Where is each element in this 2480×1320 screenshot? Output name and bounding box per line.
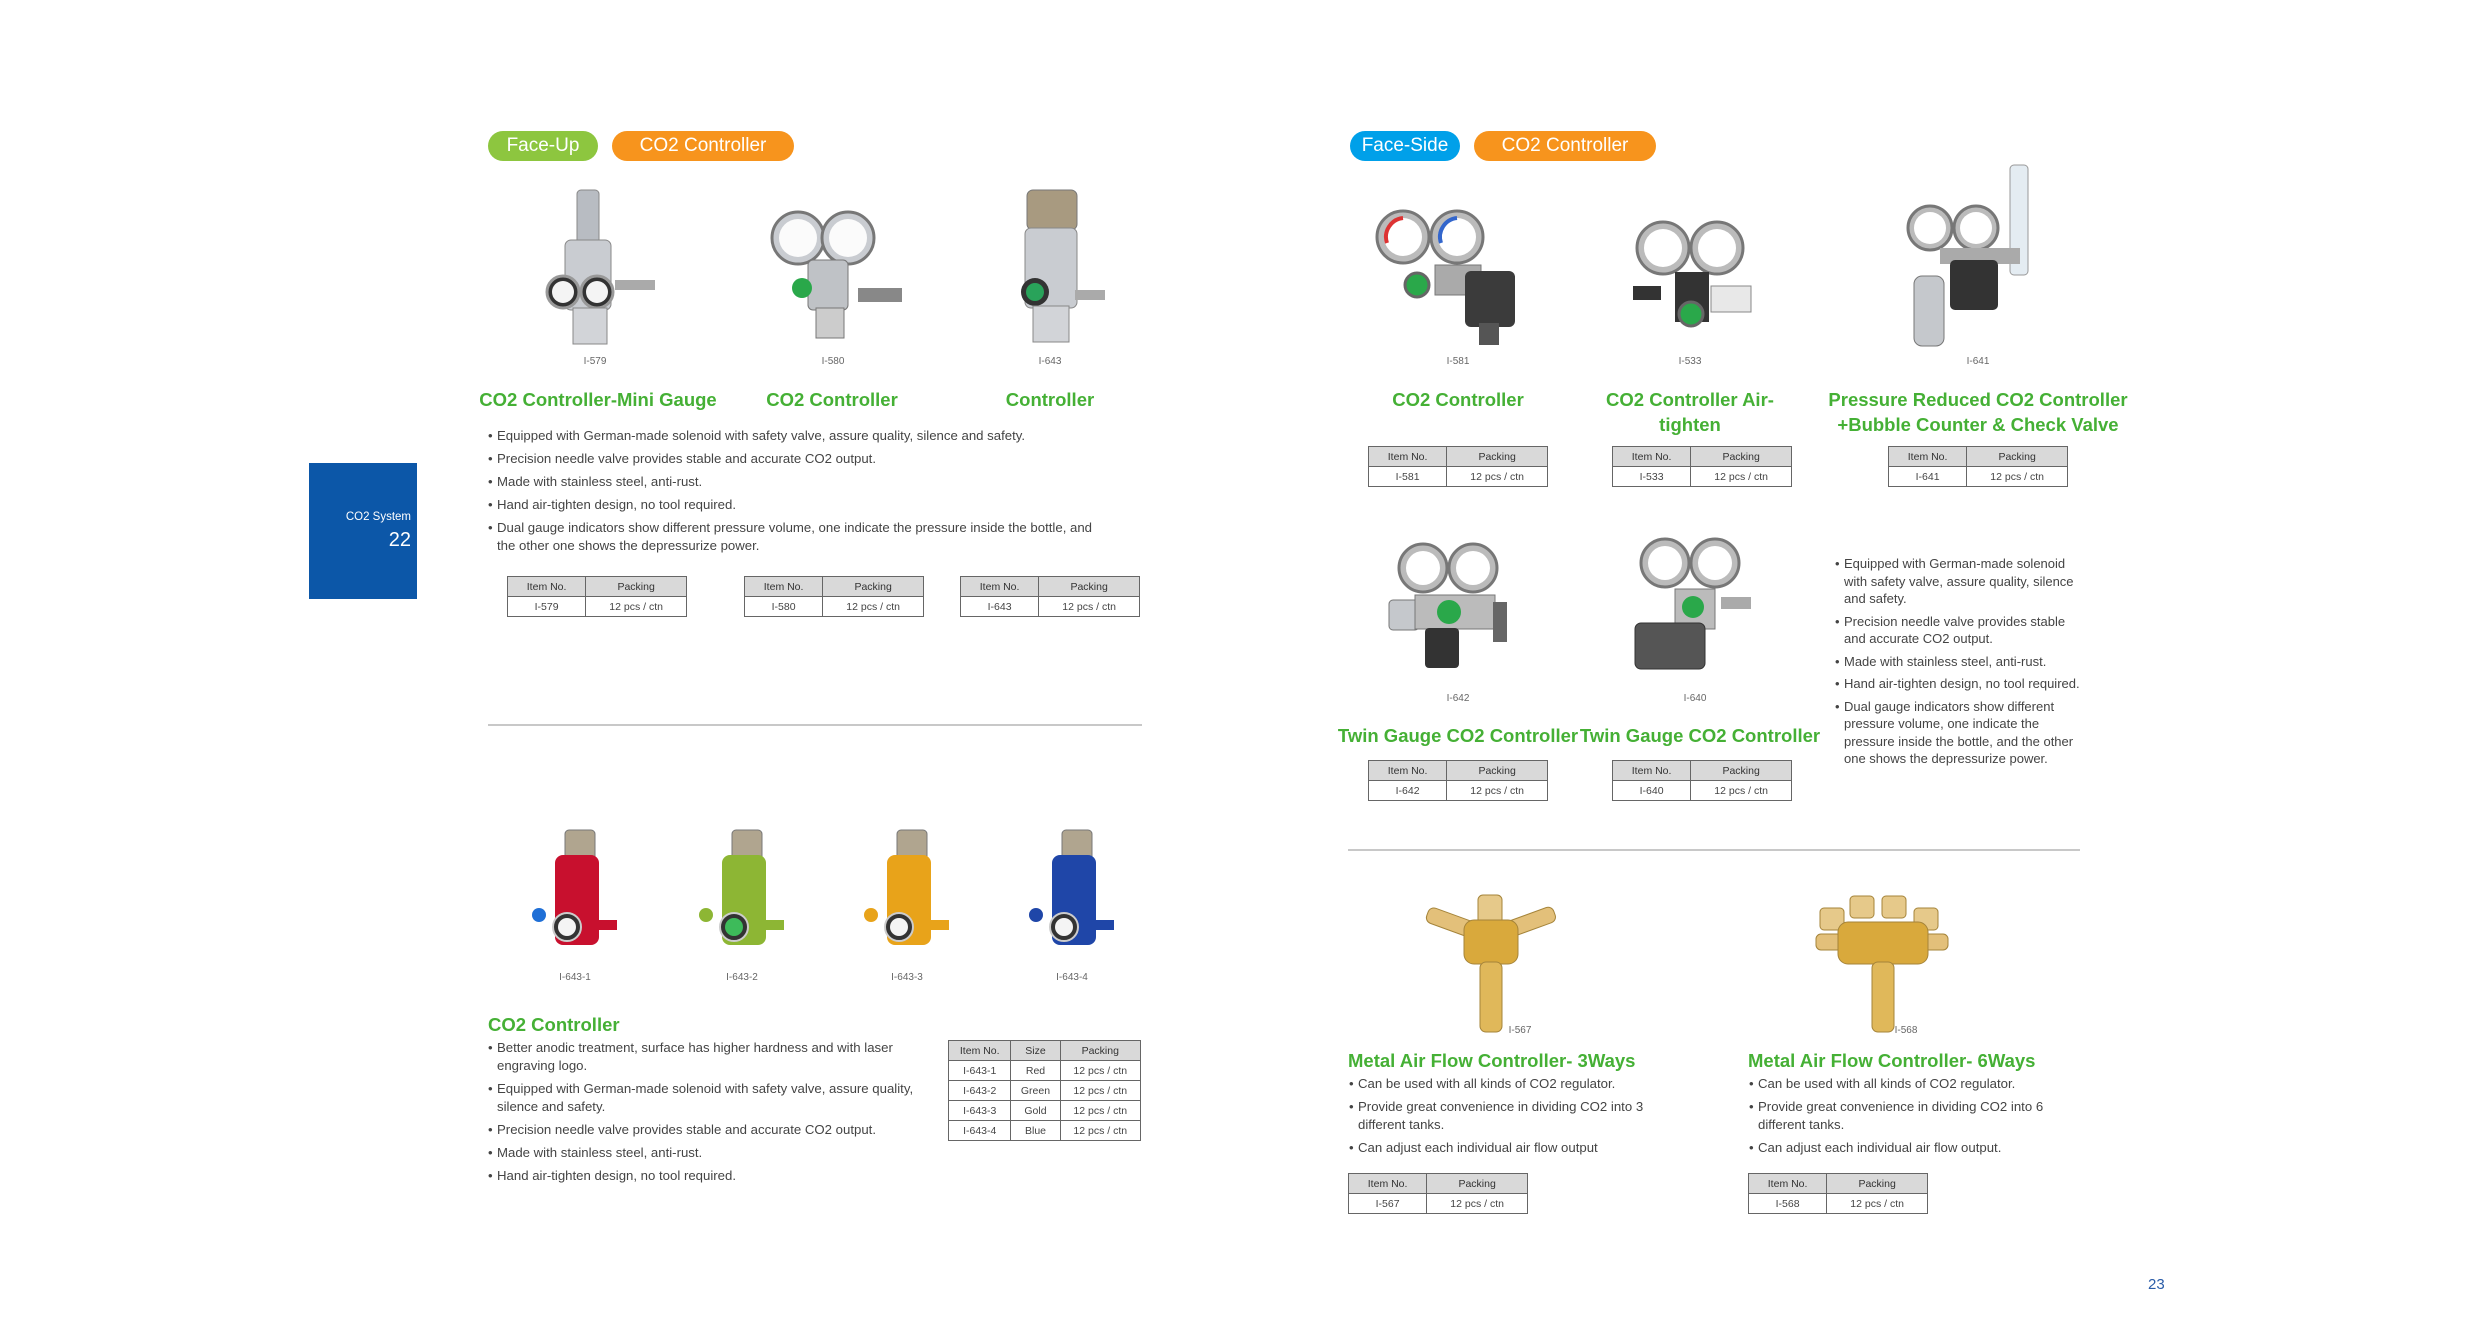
bullet: • Precision needle valve provides stable and accurate CO2 output.: [488, 450, 1100, 468]
product-title-line1: Pressure Reduced CO2 Controller: [1828, 389, 2128, 410]
product-code: I-567: [1508, 1025, 1532, 1036]
divider: [1348, 849, 2080, 851]
table-cell: 12 pcs / ctn: [1447, 467, 1548, 487]
table-cell: 12 pcs / ctn: [1427, 1194, 1528, 1214]
table-cell: 12 pcs / ctn: [1691, 781, 1792, 801]
table-cell: Red: [1011, 1061, 1060, 1081]
product-code: I-579: [583, 356, 607, 367]
tag-co2-controller: CO2 Controller: [1474, 131, 1656, 161]
product-title: CO2 Controller Air-tighten: [1606, 389, 1774, 435]
product-code: I-581: [1446, 356, 1470, 367]
bullet: • Can adjust each individual air flow output: [1349, 1139, 1679, 1157]
table-cell: I-642: [1369, 781, 1447, 801]
product-image-i533: [1625, 210, 1775, 350]
spec-table: [1748, 1173, 1928, 1214]
table-cell: I-641: [1889, 467, 1967, 487]
product-image-i643-4: [1022, 825, 1122, 975]
table-cell: I-533: [1613, 467, 1691, 487]
product-code: I-643-2: [726, 972, 758, 983]
bullet: • Hand air-tighten design, no tool required.: [1835, 675, 2083, 693]
table-cell: 12 pcs / ctn: [823, 597, 924, 617]
table-header: Packing: [1691, 761, 1792, 781]
product-image-i643-3: [857, 825, 957, 975]
table-header: Packing: [586, 577, 687, 597]
table-header: Packing: [1447, 447, 1548, 467]
table-cell: Blue: [1011, 1121, 1060, 1141]
table-header: Item No.: [949, 1041, 1011, 1061]
table-cell: I-643: [961, 597, 1039, 617]
product-image-i641: [1900, 160, 2060, 350]
table-header: Packing: [1060, 1041, 1141, 1061]
spec-table: [507, 576, 687, 617]
product-image-i580: [758, 188, 908, 348]
table-header: Packing: [1691, 447, 1792, 467]
spec-table: [1348, 1173, 1528, 1214]
bullet: • Can be used with all kinds of CO2 regulator.: [1349, 1075, 1679, 1093]
table-cell: I-581: [1369, 467, 1447, 487]
table-header: Item No.: [508, 577, 586, 597]
product-image-i579: [525, 180, 665, 350]
table-cell: 12 pcs / ctn: [1039, 597, 1140, 617]
product-title: CO2 Controller: [766, 389, 898, 410]
table-row: [949, 1061, 1141, 1081]
side-tab-number: 22: [388, 529, 411, 551]
bullet: • Hand air-tighten design, no tool required.: [488, 1167, 930, 1185]
table-header: Packing: [1447, 761, 1548, 781]
product-code: I-641: [1966, 356, 1990, 367]
table-header: Item No.: [1889, 447, 1967, 467]
product-code: I-643-1: [559, 972, 591, 983]
bullet: • Made with stainless steel, anti-rust.: [488, 473, 1100, 491]
left-bottom-bullets: [488, 1039, 930, 1190]
spec-table: [960, 576, 1140, 617]
table-cell: 12 pcs / ctn: [1827, 1194, 1928, 1214]
bullet: • Provide great convenience in dividing CO2 into 6 different tanks.: [1749, 1098, 2079, 1134]
product-code: I-642: [1446, 693, 1470, 704]
product-code: I-568: [1894, 1025, 1918, 1036]
product-code: I-580: [821, 356, 845, 367]
table-header: Item No.: [1749, 1174, 1827, 1194]
table-cell: Gold: [1011, 1101, 1060, 1121]
table-cell: 12 pcs / ctn: [1447, 781, 1548, 801]
bullet: • Equipped with German-made solenoid with safety valve, assure quality, silence and safety.: [488, 1080, 930, 1116]
table-header: Item No.: [1613, 447, 1691, 467]
bullet: • Hand air-tighten design, no tool required.: [488, 496, 1100, 514]
table-cell: I-580: [745, 597, 823, 617]
product-image-i568: [1810, 890, 1960, 1040]
bullet: • Better anodic treatment, surface has higher hardness and with laser engraving logo.: [488, 1039, 930, 1075]
bullet: • Precision needle valve provides stable and accurate CO2 output.: [1835, 613, 2083, 648]
table-cell: 12 pcs / ctn: [1691, 467, 1792, 487]
table-header: Item No.: [1369, 447, 1447, 467]
table-cell: 12 pcs / ctn: [586, 597, 687, 617]
table-cell: I-640: [1613, 781, 1691, 801]
product-code: I-643-4: [1056, 972, 1088, 983]
table-cell: 12 pcs / ctn: [1060, 1061, 1141, 1081]
spec-table: [1368, 760, 1548, 801]
bullet: • Made with stainless steel, anti-rust.: [1835, 653, 2083, 671]
table-cell: 12 pcs / ctn: [1060, 1121, 1141, 1141]
bullet: • Equipped with German-made solenoid with safety valve, assure quality, silence and safety.: [1835, 555, 2083, 608]
page-number: 23: [2148, 1276, 2165, 1293]
product-image-i581: [1365, 205, 1535, 355]
product-image-i642: [1385, 540, 1535, 680]
table-header: Packing: [1967, 447, 2068, 467]
product-title: Metal Air Flow Controller- 6Ways: [1748, 1050, 2036, 1071]
table-cell: 12 pcs / ctn: [1060, 1081, 1141, 1101]
bullet: • Precision needle valve provides stable and accurate CO2 output.: [488, 1121, 930, 1139]
product-title: Twin Gauge CO2 Controller: [1579, 725, 1821, 746]
product-image-i643: [985, 180, 1115, 350]
table-cell: I-568: [1749, 1194, 1827, 1214]
table-header: Item No.: [1349, 1174, 1427, 1194]
spec-table: [1612, 760, 1792, 801]
table-header: Packing: [1039, 577, 1140, 597]
table-cell: 12 pcs / ctn: [1060, 1101, 1141, 1121]
bullet: • Can adjust each individual air flow output.: [1749, 1139, 2079, 1157]
product-title: Twin Gauge CO2 Controller: [1337, 725, 1579, 746]
product-image-i640: [1625, 535, 1775, 685]
product-code: I-640: [1683, 693, 1707, 704]
table-cell: 12 pcs / ctn: [1967, 467, 2068, 487]
tag-co2-controller: CO2 Controller: [612, 131, 794, 161]
product-bullets: [1349, 1075, 1679, 1162]
table-header: Item No.: [961, 577, 1039, 597]
bullet: • Dual gauge indicators show different pressure volume, one indicate the pressure inside the bottle, and the other one shows the depressurize power.: [1835, 698, 2083, 768]
table-cell: I-567: [1349, 1194, 1427, 1214]
table-row: [949, 1081, 1141, 1101]
bullet: • Can be used with all kinds of CO2 regulator.: [1749, 1075, 2079, 1093]
table-header: Packing: [823, 577, 924, 597]
product-code: I-643: [1038, 356, 1062, 367]
left-top-bullets: [488, 427, 1100, 560]
product-title-line2: +Bubble Counter & Check Valve: [1837, 414, 2119, 435]
product-title: CO2 Controller-Mini Gauge: [479, 389, 717, 410]
tag-face-side: Face-Side: [1350, 131, 1460, 161]
bullet: • Provide great convenience in dividing CO2 into 3 different tanks.: [1349, 1098, 1679, 1134]
side-tab: [309, 463, 417, 599]
spec-table: [1368, 446, 1548, 487]
product-code: I-643-3: [891, 972, 923, 983]
bullet: • Made with stainless steel, anti-rust.: [488, 1144, 930, 1162]
product-code: I-533: [1678, 356, 1702, 367]
spec-table: [1888, 446, 2068, 487]
tag-face-up: Face-Up: [488, 131, 598, 161]
product-title: CO2 Controller: [488, 1014, 620, 1035]
table-header: Item No.: [745, 577, 823, 597]
table-cell: I-643-4: [949, 1121, 1011, 1141]
side-tab-label: CO2 System: [345, 511, 411, 523]
table-cell: I-643-3: [949, 1101, 1011, 1121]
product-title: Controller: [1005, 389, 1095, 410]
product-title: Metal Air Flow Controller- 3Ways: [1348, 1050, 1636, 1071]
bullet: • Dual gauge indicators show different pressure volume, one indicate the pressure inside the bottle, and the other one shows the depressurize power.: [488, 519, 1100, 555]
table-header: Item No.: [1613, 761, 1691, 781]
table-header: Packing: [1827, 1174, 1928, 1194]
bullet: • Equipped with German-made solenoid with safety valve, assure quality, silence and safety.: [488, 427, 1100, 445]
table-cell: I-643-1: [949, 1061, 1011, 1081]
table-cell: I-579: [508, 597, 586, 617]
table-header: Size: [1011, 1041, 1060, 1061]
spec-table: [1612, 446, 1792, 487]
product-image-i643-1: [525, 825, 625, 975]
table-row: [949, 1101, 1141, 1121]
table-header: Item No.: [1369, 761, 1447, 781]
product-image-i643-2: [692, 825, 792, 975]
product-bullets: [1749, 1075, 2079, 1162]
divider: [488, 724, 1142, 726]
table-header: Packing: [1427, 1174, 1528, 1194]
table-row: [949, 1121, 1141, 1141]
right-top-bullets: [1835, 555, 2083, 773]
table-cell: Green: [1011, 1081, 1060, 1101]
spec-table: [744, 576, 924, 617]
spec-table-colors: [948, 1040, 1141, 1141]
product-image-i567: [1420, 890, 1570, 1040]
product-title: CO2 Controller: [1392, 389, 1524, 410]
table-cell: I-643-2: [949, 1081, 1011, 1101]
